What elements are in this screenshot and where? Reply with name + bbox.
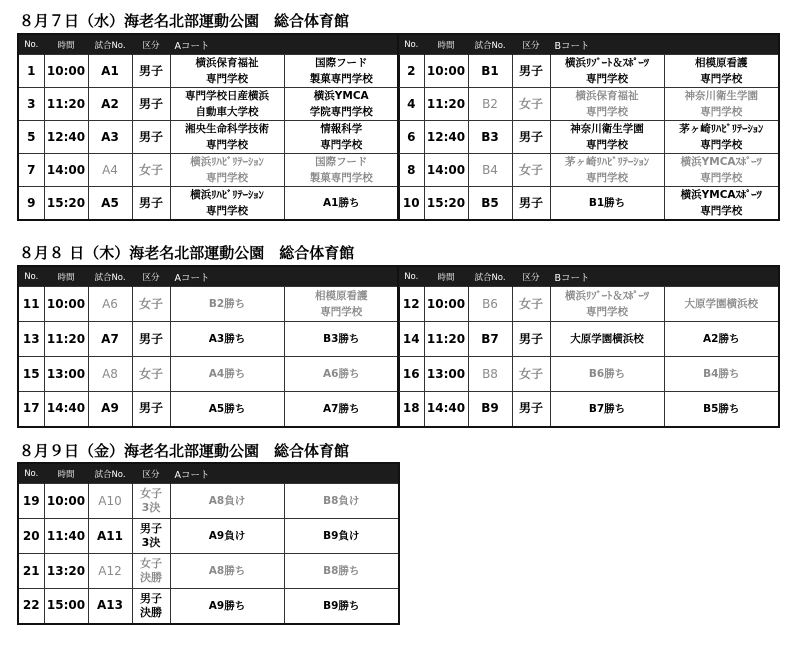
match-row	[398, 322, 779, 357]
match-row	[18, 154, 399, 187]
col-match-header: 試合No.	[468, 34, 512, 55]
match-time: 11:20	[44, 88, 88, 121]
match-time: 10:00	[44, 287, 88, 322]
match-division: 男子	[132, 322, 170, 357]
team-2: B4勝ち	[664, 357, 779, 392]
match-division: 男子	[132, 88, 170, 121]
col-match-header: 試合No.	[88, 34, 132, 55]
header-row	[18, 266, 399, 287]
match-division: 女子	[512, 357, 550, 392]
col-no-header: No.	[18, 266, 44, 287]
team-2: 神奈川衛生学園 専門学校	[664, 88, 779, 121]
match-row	[18, 392, 399, 427]
match-division: 男子	[132, 121, 170, 154]
match-time: 14:40	[424, 392, 468, 427]
match-division: 男子 決勝	[132, 589, 170, 624]
col-no-header: No.	[18, 463, 44, 484]
team-1: 横浜保育福祉 専門学校	[170, 55, 284, 88]
match-id: A2	[88, 88, 132, 121]
match-time: 10:00	[44, 55, 88, 88]
match-division: 男子 3決	[132, 519, 170, 554]
match-id: A7	[88, 322, 132, 357]
team-1: B7勝ち	[550, 392, 664, 427]
team-2: B9勝ち	[284, 589, 399, 624]
col-division-header: 区分	[512, 34, 550, 55]
col-time-header: 時間	[44, 463, 88, 484]
match-row	[18, 287, 399, 322]
col-time-header: 時間	[424, 266, 468, 287]
match-division: 女子 3決	[132, 484, 170, 519]
team-1: 横浜ﾘｿﾞｰﾄ＆ｽﾎﾟｰﾂ 専門学校	[550, 55, 664, 88]
match-time: 10:00	[424, 55, 468, 88]
match-time: 13:00	[424, 357, 468, 392]
match-id: B6	[468, 287, 512, 322]
team-2: 相模原看護 専門学校	[284, 287, 399, 322]
match-number: 10	[398, 187, 424, 221]
match-id: A4	[88, 154, 132, 187]
match-row	[18, 357, 399, 392]
col-match-header: 試合No.	[88, 266, 132, 287]
match-row	[398, 357, 779, 392]
team-2: A1勝ち	[284, 187, 399, 221]
team-2: 大原学園横浜校	[664, 287, 779, 322]
match-id: A3	[88, 121, 132, 154]
col-time-header: 時間	[44, 34, 88, 55]
match-number: 21	[18, 554, 44, 589]
match-number: 14	[398, 322, 424, 357]
team-1: B2勝ち	[170, 287, 284, 322]
header-row	[398, 266, 779, 287]
team-2: A2勝ち	[664, 322, 779, 357]
team-2: 情報科学 専門学校	[284, 121, 399, 154]
match-division: 男子	[512, 322, 550, 357]
match-number: 1	[18, 55, 44, 88]
team-2: A7勝ち	[284, 392, 399, 427]
match-division: 男子	[512, 121, 550, 154]
team-1: 横浜保育福祉 専門学校	[550, 88, 664, 121]
team-2: 横浜YMCA 学院専門学校	[284, 88, 399, 121]
match-row	[398, 121, 779, 154]
match-time: 13:00	[44, 357, 88, 392]
match-division: 男子	[132, 187, 170, 221]
match-division: 女子	[512, 287, 550, 322]
team-1: A4勝ち	[170, 357, 284, 392]
match-division: 男子	[512, 392, 550, 427]
col-time-header: 時間	[44, 266, 88, 287]
team-1: 湘央生命科学技術 専門学校	[170, 121, 284, 154]
match-row	[398, 287, 779, 322]
schedule-table-day3-court-a	[17, 462, 400, 625]
match-id: A12	[88, 554, 132, 589]
schedule-table-day2-court-a	[17, 265, 400, 428]
match-number: 19	[18, 484, 44, 519]
match-row	[398, 154, 779, 187]
match-time: 14:00	[44, 154, 88, 187]
court-a-header: Aコート	[170, 463, 399, 484]
col-division-header: 区分	[132, 34, 170, 55]
match-row	[398, 55, 779, 88]
team-1: A9勝ち	[170, 589, 284, 624]
team-2: B5勝ち	[664, 392, 779, 427]
match-row	[18, 55, 399, 88]
match-time: 11:40	[44, 519, 88, 554]
match-time: 11:20	[424, 322, 468, 357]
match-id: B2	[468, 88, 512, 121]
court-b-header: Bコート	[550, 34, 779, 55]
team-2: B9負け	[284, 519, 399, 554]
match-division: 女子 決勝	[132, 554, 170, 589]
match-number: 5	[18, 121, 44, 154]
team-1: B6勝ち	[550, 357, 664, 392]
match-division: 女子	[132, 287, 170, 322]
match-row	[18, 519, 399, 554]
col-match-header: 試合No.	[88, 463, 132, 484]
day-title-2: ８月８ 日（木）海老名北部運動公園 総合体育館	[19, 244, 355, 262]
match-number: 17	[18, 392, 44, 427]
col-division-header: 区分	[132, 266, 170, 287]
team-1: A9負け	[170, 519, 284, 554]
match-number: 15	[18, 357, 44, 392]
day-title-3: ８月９日（金）海老名北部運動公園 総合体育館	[19, 442, 350, 460]
match-id: A11	[88, 519, 132, 554]
match-number: 7	[18, 154, 44, 187]
team-2: 相模原看護 専門学校	[664, 55, 779, 88]
match-number: 4	[398, 88, 424, 121]
match-division: 女子	[132, 154, 170, 187]
header-row	[398, 34, 779, 55]
match-time: 15:20	[44, 187, 88, 221]
team-1: 専門学校日産横浜 自動車大学校	[170, 88, 284, 121]
header-row	[18, 34, 399, 55]
team-1: 茅ヶ崎ﾘﾊﾋﾞﾘﾃｰｼｮﾝ 専門学校	[550, 154, 664, 187]
col-match-header: 試合No.	[468, 266, 512, 287]
match-division: 女子	[512, 88, 550, 121]
col-no-header: No.	[18, 34, 44, 55]
team-2: B8負け	[284, 484, 399, 519]
team-1: 神奈川衛生学園 専門学校	[550, 121, 664, 154]
col-division-header: 区分	[132, 463, 170, 484]
match-row	[18, 187, 399, 221]
col-no-header: No.	[398, 34, 424, 55]
col-division-header: 区分	[512, 266, 550, 287]
match-id: A13	[88, 589, 132, 624]
match-number: 12	[398, 287, 424, 322]
schedule-table-day2-court-b	[397, 265, 780, 428]
match-division: 男子	[132, 392, 170, 427]
match-id: A1	[88, 55, 132, 88]
match-number: 6	[398, 121, 424, 154]
match-id: B9	[468, 392, 512, 427]
match-row	[398, 392, 779, 427]
match-time: 11:20	[44, 322, 88, 357]
match-number: 20	[18, 519, 44, 554]
match-time: 13:20	[44, 554, 88, 589]
match-number: 3	[18, 88, 44, 121]
team-2: B8勝ち	[284, 554, 399, 589]
match-id: B4	[468, 154, 512, 187]
match-id: B8	[468, 357, 512, 392]
match-id: B5	[468, 187, 512, 221]
team-2: 国際フード 製菓専門学校	[284, 55, 399, 88]
schedule-table-day1-court-b	[397, 33, 780, 221]
match-row	[18, 121, 399, 154]
match-id: A6	[88, 287, 132, 322]
col-time-header: 時間	[424, 34, 468, 55]
match-row	[18, 322, 399, 357]
match-row	[398, 88, 779, 121]
match-number: 16	[398, 357, 424, 392]
match-number: 8	[398, 154, 424, 187]
match-number: 13	[18, 322, 44, 357]
match-time: 10:00	[44, 484, 88, 519]
day-title-1: ８月７日（水）海老名北部運動公園 総合体育館	[19, 12, 350, 30]
team-2: 横浜YMCAｽﾎﾟｰﾂ 専門学校	[664, 154, 779, 187]
match-id: B3	[468, 121, 512, 154]
match-time: 10:00	[424, 287, 468, 322]
schedule-table-day1-court-a	[17, 33, 400, 221]
match-id: A10	[88, 484, 132, 519]
match-row	[18, 589, 399, 624]
court-a-header: Aコート	[170, 266, 399, 287]
match-row	[18, 484, 399, 519]
match-id: A5	[88, 187, 132, 221]
match-number: 18	[398, 392, 424, 427]
match-time: 11:20	[424, 88, 468, 121]
match-time: 15:20	[424, 187, 468, 221]
match-time: 12:40	[424, 121, 468, 154]
match-division: 女子	[132, 357, 170, 392]
team-2: 茅ヶ崎ﾘﾊﾋﾞﾘﾃｰｼｮﾝ 専門学校	[664, 121, 779, 154]
team-1: 大原学園横浜校	[550, 322, 664, 357]
team-1: A5勝ち	[170, 392, 284, 427]
match-number: 11	[18, 287, 44, 322]
court-b-header: Bコート	[550, 266, 779, 287]
match-time: 15:00	[44, 589, 88, 624]
match-number: 2	[398, 55, 424, 88]
match-number: 9	[18, 187, 44, 221]
team-1: 横浜ﾘﾊﾋﾞﾘﾃｰｼｮﾝ 専門学校	[170, 187, 284, 221]
match-id: B1	[468, 55, 512, 88]
match-time: 14:00	[424, 154, 468, 187]
match-id: A8	[88, 357, 132, 392]
team-2: B3勝ち	[284, 322, 399, 357]
team-1: A8負け	[170, 484, 284, 519]
match-row	[18, 88, 399, 121]
match-time: 12:40	[44, 121, 88, 154]
court-a-header: Aコート	[170, 34, 399, 55]
team-1: A3勝ち	[170, 322, 284, 357]
match-division: 男子	[512, 187, 550, 221]
team-1: 横浜ﾘﾊﾋﾞﾘﾃｰｼｮﾝ 専門学校	[170, 154, 284, 187]
match-row	[18, 554, 399, 589]
col-no-header: No.	[398, 266, 424, 287]
match-division: 男子	[132, 55, 170, 88]
header-row	[18, 463, 399, 484]
match-time: 14:40	[44, 392, 88, 427]
match-division: 女子	[512, 154, 550, 187]
team-2: 国際フード 製菓専門学校	[284, 154, 399, 187]
match-id: B7	[468, 322, 512, 357]
team-2: A6勝ち	[284, 357, 399, 392]
match-row	[398, 187, 779, 221]
match-division: 男子	[512, 55, 550, 88]
team-2: 横浜YMCAｽﾎﾟｰﾂ 専門学校	[664, 187, 779, 221]
match-number: 22	[18, 589, 44, 624]
match-id: A9	[88, 392, 132, 427]
team-1: 横浜ﾘｿﾞｰﾄ＆ｽﾎﾟｰﾂ 専門学校	[550, 287, 664, 322]
team-1: B1勝ち	[550, 187, 664, 221]
team-1: A8勝ち	[170, 554, 284, 589]
